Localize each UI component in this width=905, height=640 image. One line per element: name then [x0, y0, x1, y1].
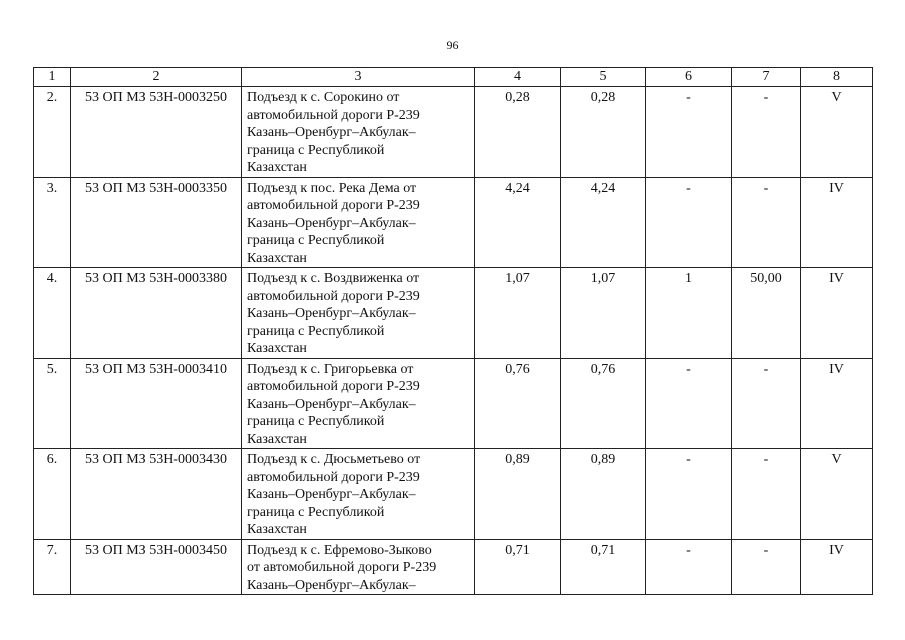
road-category: IV — [801, 177, 873, 268]
col7-value: - — [732, 539, 801, 595]
table-row — [34, 449, 873, 540]
col6-value: - — [646, 358, 732, 449]
road-name — [242, 87, 475, 178]
road-category: IV — [801, 268, 873, 359]
col4-value: 4,24 — [475, 177, 561, 268]
road-code: 53 ОП МЗ 53Н-0003410 — [71, 358, 242, 449]
col5-value: 0,71 — [561, 539, 646, 595]
col7-value: - — [732, 87, 801, 178]
road-name-line: Подъезд к с. Дюсьметьево от — [247, 452, 421, 467]
col7-value: 50,00 — [732, 268, 801, 359]
header-cell: 1 — [34, 68, 71, 87]
col4-value: 0,71 — [475, 539, 561, 595]
road-name-line: Казань–Оренбург–Акбулак– — [247, 577, 416, 593]
road-name-line: Казань–Оренбург–Акбулак– — [247, 215, 416, 231]
road-name — [242, 358, 475, 449]
col4-value: 0,28 — [475, 87, 561, 178]
road-name-line: автомобильной дороги Р-239 — [247, 107, 420, 123]
col4-value: 0,76 — [475, 358, 561, 449]
table-row — [34, 539, 873, 595]
col6-value: - — [646, 449, 732, 540]
road-name-line: автомобильной дороги Р-239 — [247, 198, 420, 213]
col6-value: - — [646, 177, 732, 268]
road-name — [242, 177, 475, 268]
road-name-line: Казахстан — [247, 522, 307, 537]
road-name-line: Казахстан — [247, 431, 307, 447]
road-name — [242, 449, 475, 540]
header-cell: 8 — [801, 68, 873, 87]
road-name-line: автомобильной дороги Р-239 — [247, 379, 420, 394]
col7-value: - — [732, 449, 801, 540]
road-name-line: Казань–Оренбург–Акбулак– — [247, 306, 416, 321]
road-name-line: граница с Республикой — [247, 142, 385, 158]
col6-value: - — [646, 539, 732, 595]
road-name-line: Подъезд к пос. Река Дема от — [247, 180, 417, 196]
road-name-line: Казахстан — [247, 341, 307, 356]
row-number: 5. — [34, 358, 71, 449]
header-cell: 2 — [71, 68, 242, 87]
row-number: 2. — [34, 87, 71, 178]
page-number: 96 — [446, 38, 459, 52]
road-name-line: граница с Республикой — [247, 504, 385, 520]
row-number: 3. — [34, 177, 71, 268]
road-code: 53 ОП МЗ 53Н-0003430 — [71, 449, 242, 540]
table-row — [34, 87, 873, 178]
table-row — [34, 358, 873, 449]
road-code: 53 ОП МЗ 53Н-0003380 — [71, 268, 242, 359]
roads-table — [33, 67, 873, 595]
col7-value: - — [732, 358, 801, 449]
col5-value: 0,28 — [561, 87, 646, 178]
road-name-line: граница с Республикой — [247, 414, 385, 429]
header-cell: 6 — [646, 68, 732, 87]
road-name-line: граница с Республикой — [247, 233, 385, 248]
road-name-line: Подъезд к с. Воздвиженка от — [247, 271, 420, 286]
header-cell: 5 — [561, 68, 646, 87]
road-name — [242, 539, 475, 595]
header-cell: 4 — [475, 68, 561, 87]
road-name-line: Казахстан — [247, 160, 307, 175]
road-category: V — [801, 87, 873, 178]
col5-value: 4,24 — [561, 177, 646, 268]
road-name-line: Казань–Оренбург–Акбулак– — [247, 125, 416, 140]
col7-value: - — [732, 177, 801, 268]
road-code: 53 ОП МЗ 53Н-0003450 — [71, 539, 242, 595]
road-category: IV — [801, 539, 873, 595]
row-number: 7. — [34, 539, 71, 595]
road-name-line: Подъезд к с. Григорьевка от — [247, 361, 414, 377]
col5-value: 0,76 — [561, 358, 646, 449]
col6-value: 1 — [646, 268, 732, 359]
row-number: 4. — [34, 268, 71, 359]
table-header-row — [34, 68, 873, 87]
road-code: 53 ОП МЗ 53Н-0003250 — [71, 87, 242, 178]
road-code: 53 ОП МЗ 53Н-0003350 — [71, 177, 242, 268]
road-name-line: Казахстан — [247, 250, 307, 266]
road-category: V — [801, 449, 873, 540]
road-name-line: от автомобильной дороги Р-239 — [247, 560, 437, 575]
road-name-line: автомобильной дороги Р-239 — [247, 469, 420, 485]
road-name-line: автомобильной дороги Р-239 — [247, 288, 420, 304]
col4-value: 0,89 — [475, 449, 561, 540]
col5-value: 0,89 — [561, 449, 646, 540]
road-category: IV — [801, 358, 873, 449]
table-row — [34, 268, 873, 359]
col5-value: 1,07 — [561, 268, 646, 359]
road-name-line: Казань–Оренбург–Акбулак– — [247, 487, 416, 502]
col4-value: 1,07 — [475, 268, 561, 359]
road-name-line: Подъезд к с. Сорокино от — [247, 90, 400, 105]
col6-value: - — [646, 87, 732, 178]
header-cell: 7 — [732, 68, 801, 87]
road-name-line: Подъезд к с. Ефремово-Зыково — [247, 542, 432, 558]
header-cell: 3 — [242, 68, 475, 87]
road-name — [242, 268, 475, 359]
road-name-line: Казань–Оренбург–Акбулак– — [247, 396, 416, 412]
row-number: 6. — [34, 449, 71, 540]
road-name-line: граница с Республикой — [247, 323, 385, 339]
table-row — [34, 177, 873, 268]
